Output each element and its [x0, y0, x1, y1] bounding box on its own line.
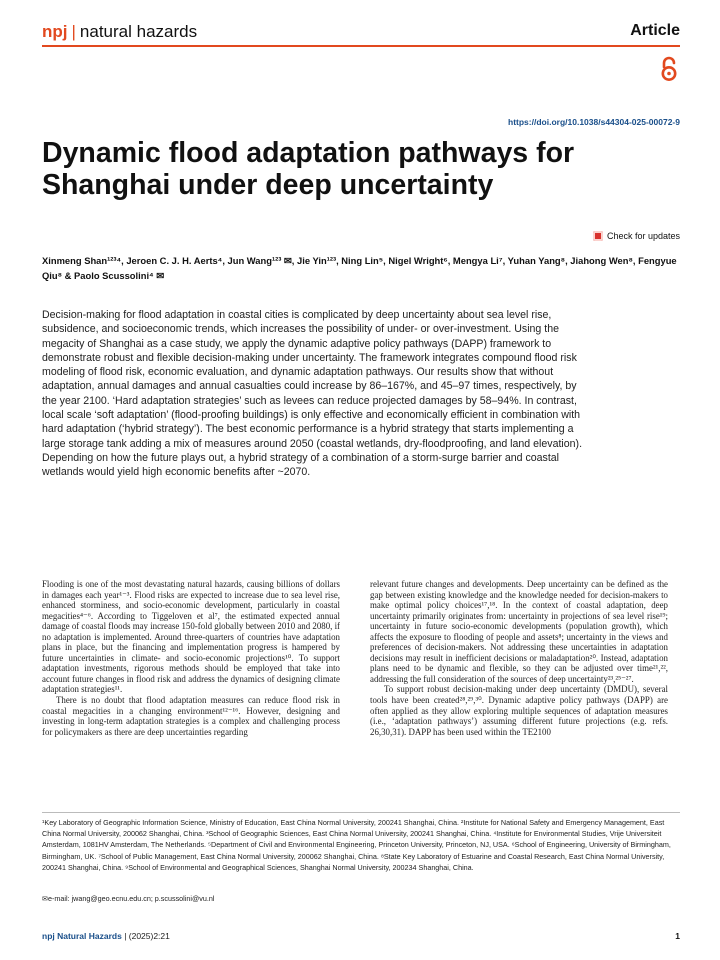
journal-name: natural hazards [79, 22, 198, 41]
body-paragraph: Flooding is one of the most devastating natural hazards, causing billions of dollars in damages each year¹⁻³. Flood risks are expected to increase due to sea level rise, enhanced storminess, and socio-economic development, particularly in coastal megacities⁴⁻⁶. According to Tiggeloven et al⁷, the estimated expected annual damage of coastal floods may increase 150-fold globally between 2010 and 2080, if no adaptation is implemented. Around three-quarters of countries have adaptation plans in place, but the financing and implementation progress is hampered by future uncertainties in climate- and socio-economic projections¹⁰. To support adaptation investments, rigorous methods should be employed that take into account future changes in flood risk and address the dynamics of designing climate adaptation strategies¹¹. [42, 579, 340, 695]
author-list: Xinmeng Shan¹²³⁴, Jeroen C. J. H. Aerts⁴, Jun Wang¹²³ ✉, Jie Yin¹²³, Ning Lin⁵, Nigel Wright⁶, Mengya Li⁷, Yuhan Yang⁸, Jiahong Wen⁸, Fengyue Qiu⁸ & Paolo Scussolini⁴ ✉ [42, 255, 677, 281]
body-column-left [42, 579, 340, 737]
doi-link[interactable]: https://doi.org/10.1038/s44304-025-00072-9 [508, 117, 680, 127]
open-access-icon[interactable] [660, 56, 678, 82]
check-for-updates-button[interactable] [593, 231, 680, 241]
journal-brand: npj [42, 22, 68, 41]
affiliation-divider [42, 812, 680, 813]
correspondence-email[interactable]: ✉e-mail: jwang@geo.ecnu.edu.cn; p.scussolini@vu.nl [42, 894, 215, 903]
body-column-right [370, 579, 668, 737]
header-rule [42, 45, 680, 47]
affiliations: ¹Key Laboratory of Geographic Information Science, Ministry of Education, East China Normal University, 200241 Shanghai, China. ²Institute for National Safety and Emergency Management, East China Normal University, 200062 Shanghai, China. ³School of Geographic Sciences, East China Normal University, 200241 Shanghai, China. ⁴Institute for Environmental Studies, Vrije Universiteit Amsterdam, 1081HV Amsterdam, The Netherlands. ⁵Department of Civil and Environmental Engineering, Princeton University, Princeton, NJ, USA. ⁶School of Engineering, University of Birmingham, Birmingham, UK. ⁷School of Public Management, East China Normal University, 200062 Shanghai, China. ⁸State Key Laboratory of Estuarine and Coastal Research, East China Normal University, 200241 Shanghai, China. ⁹School of Environmental and Geographical Sciences, Shanghai Normal University, 200234 Shanghai, China. [42, 818, 671, 872]
masthead-separator: | [71, 22, 76, 41]
body-paragraph: There is no doubt that flood adaptation measures can reduce flood risk in coastal megacities in a changing environment¹²⁻¹⁶. However, designing and investing in long-term adaptation strategies is a complex and challenging process for policymakers as there are deep uncertainties regarding [42, 695, 340, 737]
journal-masthead [42, 22, 197, 42]
body-paragraph: relevant future changes and developments. Deep uncertainty can be defined as the gap between existing knowledge and the knowledge needed for decision-makers to make optimal policy choices¹⁷,¹⁸. In the context of coastal adaptation, deep uncertainty primarily originates from: uncertainty in projections of sea level rise¹⁹; uncertainty in future socio-economic developments (population growth), which affects the exposure to flooding of people and assets⁸; uncertainty in the views and preferences of decision-makers. Not addressing these uncertainties in adaptation decisions may result in inefficient decisions or maladaptation²⁰. Instead, adaptation plans need to be dynamic and flexible, so they can be adjusted over time²¹,²², addressing the full consideration of the sources of deep uncertainty²³,²⁵⁻²⁷. [370, 579, 668, 684]
check-for-updates-label: Check for updates [606, 231, 680, 241]
footer-journal: npj Natural Hazards [42, 931, 122, 941]
crossmark-icon [593, 231, 603, 241]
body-paragraph: To support robust decision-making under deep uncertainty (DMDU), several tools have been created²⁸,²⁹,³⁰. Dynamic adaptive policy pathways (DAPP) are often applied as they allow exploring multiple sequences of adaptation measures (i.e., ‘adaptation pathways’) assuming different future projections (e.g. refs. 26,30,31). DAPP has been used within the TE2100 [370, 684, 668, 737]
footer-issue: | (2025)2:21 [121, 931, 170, 941]
page-footer [42, 931, 170, 941]
article-title: Dynamic flood adaptation pathways for Shanghai under deep uncertainty [42, 137, 575, 201]
page-number: 1 [675, 931, 680, 941]
article-type-label: Article [630, 22, 680, 39]
abstract: Decision-making for flood adaptation in coastal cities is complicated by deep uncertainty about sea level rise, subsidence, and socioeconomic trends, which increases the possibility of under- or over-investment. Using the megacity of Shanghai as a case study, we apply the dynamic adaptive policy pathways (DAPP) framework to demonstrate robust and flexible decision-making under uncertainty. The framework integrates compound flood risk modeling of flood risk, economic evaluation, and dynamic adaptation pathways. Our results show that without adaptation, annual damages and annual casualties could increase by 86–167%, and 45–97 times, respectively, by the year 2100. ‘Hard adaptation strategies’ such as levees can reduce projected damages by 58–94%. In contrast, local scale ‘soft adaptation’ (flood-proofing buildings) is only effective and economically efficient in combination with hard adaptation (‘hybrid strategy’). The best economic performance is a hybrid strategy that starts implementing a large storage tank adding a mix of measures around 2050 (coastal wetlands, dry-floodproofing, and land elevation). Depending on how the future plays out, a hybrid strategy of a combination of a storm-surge barrier and coastal wetlands would yield high economic benefits after ~2070. [42, 309, 583, 479]
